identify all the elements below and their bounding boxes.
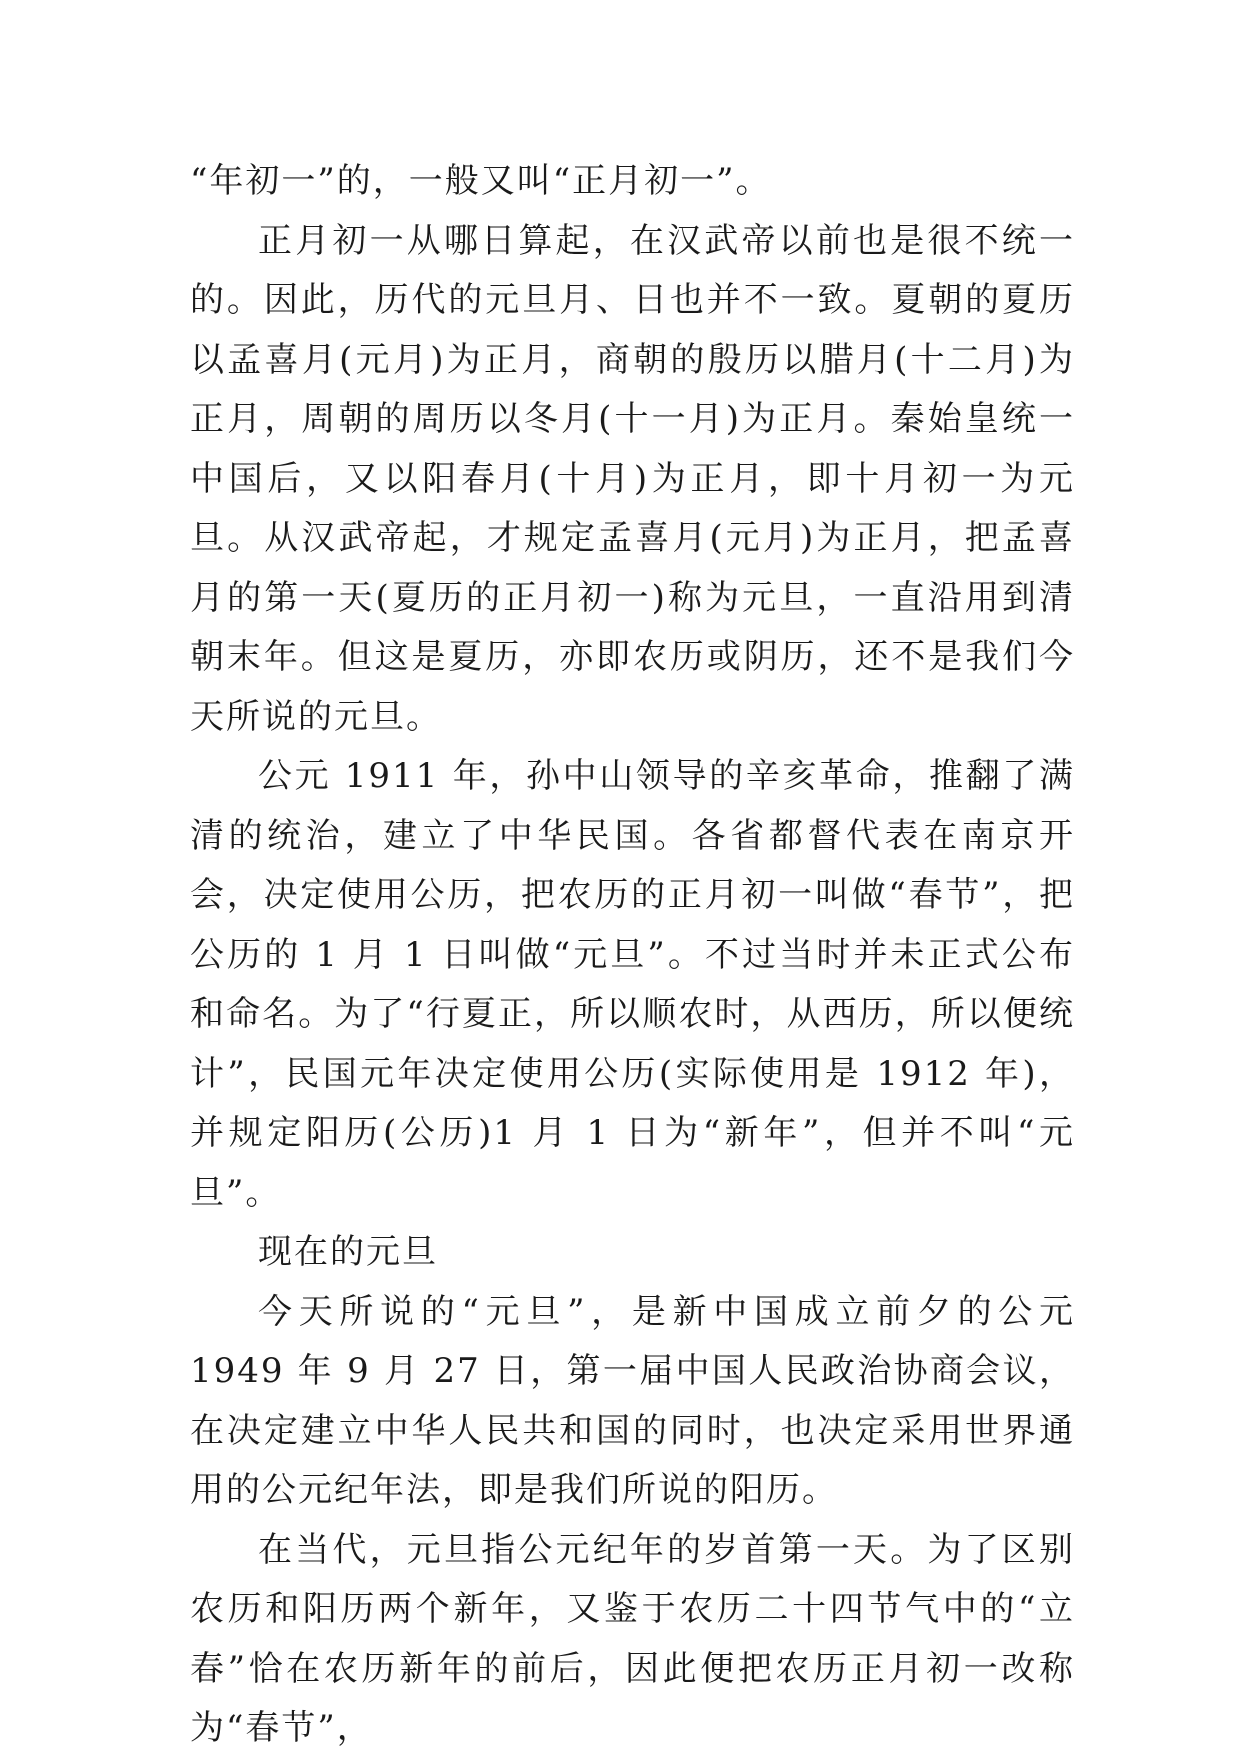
paragraph-4: 今天所说的“元旦”，是新中国成立前夕的公元 1949 年 9 月 27 日，第一届中国人民政治协商会议，在决定建立中华人民共和国的同时，也决定采用世界通用的公元纪年法，即是我们所说的阳历。: [190, 1291, 1075, 1510]
document-body: [190, 152, 1075, 1759]
section-heading: 现在的元旦: [258, 1232, 438, 1272]
paragraph-2: 正月初一从哪日算起，在汉武帝以前也是很不统一的。因此，历代的元旦月、日也并不一致。夏朝的夏历以孟喜月(元月)为正月，商朝的殷历以腊月(十二月)为正月，周朝的周历以冬月(十一月)为正月。秦始皇统一中国后，又以阳春月(十月)为正月，即十月初一为元旦。从汉武帝起，才规定孟喜月(元月)为正月，把孟喜月的第一天(夏历的正月初一)称为元旦，一直沿用到清朝末年。但这是夏历，亦即农历或阴历，还不是我们今天所说的元旦。: [190, 220, 1075, 737]
paragraph-5: 在当代，元旦指公元纪年的岁首第一天。为了区别农历和阳历两个新年，又鉴于农历二十四节气中的“立春”恰在农历新年的前后，因此便把农历正月初一改称为“春节”，: [190, 1529, 1075, 1748]
paragraph-3: 公元 1911 年，孙中山领导的辛亥革命，推翻了满清的统治，建立了中华民国。各省都督代表在南京开会，决定使用公历，把农历的正月初一叫做“春节”，把公历的 1 月 1 日叫做“元旦”。不过当时并未正式公布和命名。为了“行夏正，所以顺农时，从西历，所以便统计”，民国元年决定使用公历(实际使用是 1912 年)，并规定阳历(公历)1 月 1 日为“新年”，但并不叫“元旦”。: [190, 756, 1075, 1213]
paragraph-1: “年初一”的，一般又叫“正月初一”。: [190, 161, 772, 201]
